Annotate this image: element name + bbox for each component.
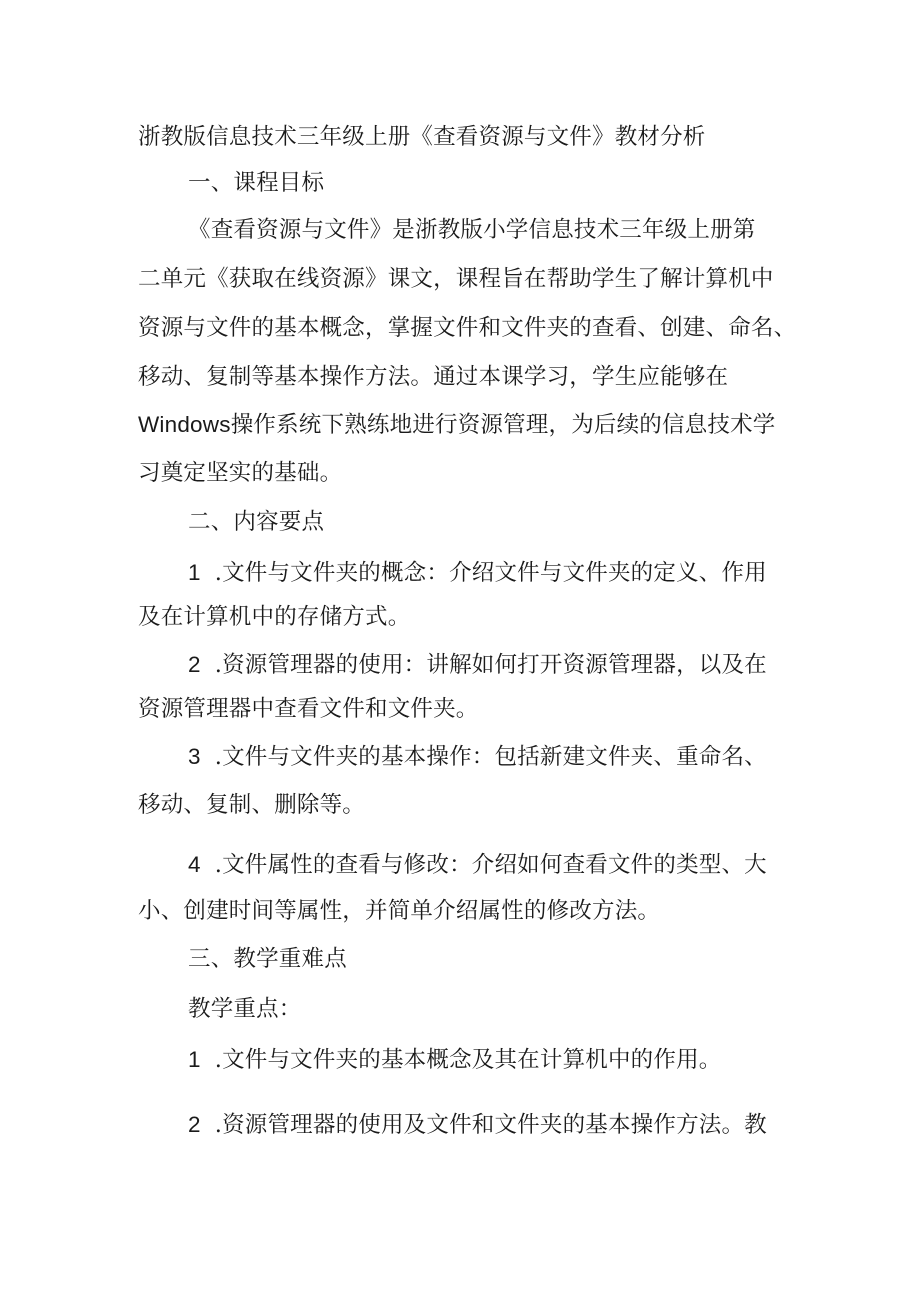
item-text: .文件属性的查看与修改：介绍如何查看文件的类型、大 [214, 852, 767, 878]
section2-item-continuation: 资源管理器中查看文件和文件夹。 [138, 696, 479, 722]
section3-item [188, 1045, 721, 1075]
section2-item-continuation: 移动、复制、删除等。 [138, 792, 366, 818]
section1-para-line: 《查看资源与文件》是浙教版小学信息技术三年级上册第 [188, 217, 756, 243]
item-number: 2 [188, 652, 201, 677]
item-text: .文件与文件夹的基本概念及其在计算机中的作用。 [214, 1047, 722, 1073]
section2-item-continuation: 及在计算机中的存储方式。 [138, 604, 411, 630]
section3-item [188, 1110, 767, 1140]
section2-item [188, 742, 767, 772]
item-text: .文件与文件夹的基本操作：包括新建文件夹、重命名、 [214, 744, 767, 770]
item-number: 1 [188, 560, 201, 585]
document-title: 浙教版信息技术三年级上册《查看资源与文件》教材分析 [138, 124, 706, 150]
section1-para-line: 资源与文件的基本概念，掌握文件和文件夹的查看、创建、命名、 [138, 315, 797, 341]
item-text: .资源管理器的使用：讲解如何打开资源管理器，以及在 [214, 652, 767, 678]
item-number: 4 [188, 852, 201, 877]
item-number: 2 [188, 1112, 201, 1137]
section1-heading: 一、课程目标 [188, 170, 325, 196]
section1-para-line: 二单元《获取在线资源》课文，课程旨在帮助学生了解计算机中 [138, 266, 774, 292]
item-number: 3 [188, 744, 201, 769]
section1-para-line: 移动、复制等基本操作方法。通过本课学习，学生应能够在 [138, 364, 729, 390]
section1-para-text: 操作系统下熟练地进行资源管理，为后续的信息技术学 [230, 412, 776, 438]
section2-item [188, 650, 767, 680]
item-text: .文件与文件夹的概念：介绍文件与文件夹的定义、作用 [214, 560, 767, 586]
windows-word: Windows [138, 412, 231, 437]
item-text: .资源管理器的使用及文件和文件夹的基本操作方法。教 [214, 1112, 767, 1138]
section1-para-line: 习奠定坚实的基础。 [138, 460, 343, 486]
section2-item [188, 558, 767, 588]
section2-item [188, 850, 767, 880]
section1-para-line [138, 410, 776, 440]
section3-heading: 三、教学重难点 [188, 946, 347, 972]
section2-item-continuation: 小、创建时间等属性，并简单介绍属性的修改方法。 [138, 898, 661, 924]
section3-subheading: 教学重点： [188, 996, 302, 1022]
item-number: 1 [188, 1047, 201, 1072]
section2-heading: 二、内容要点 [188, 509, 325, 535]
